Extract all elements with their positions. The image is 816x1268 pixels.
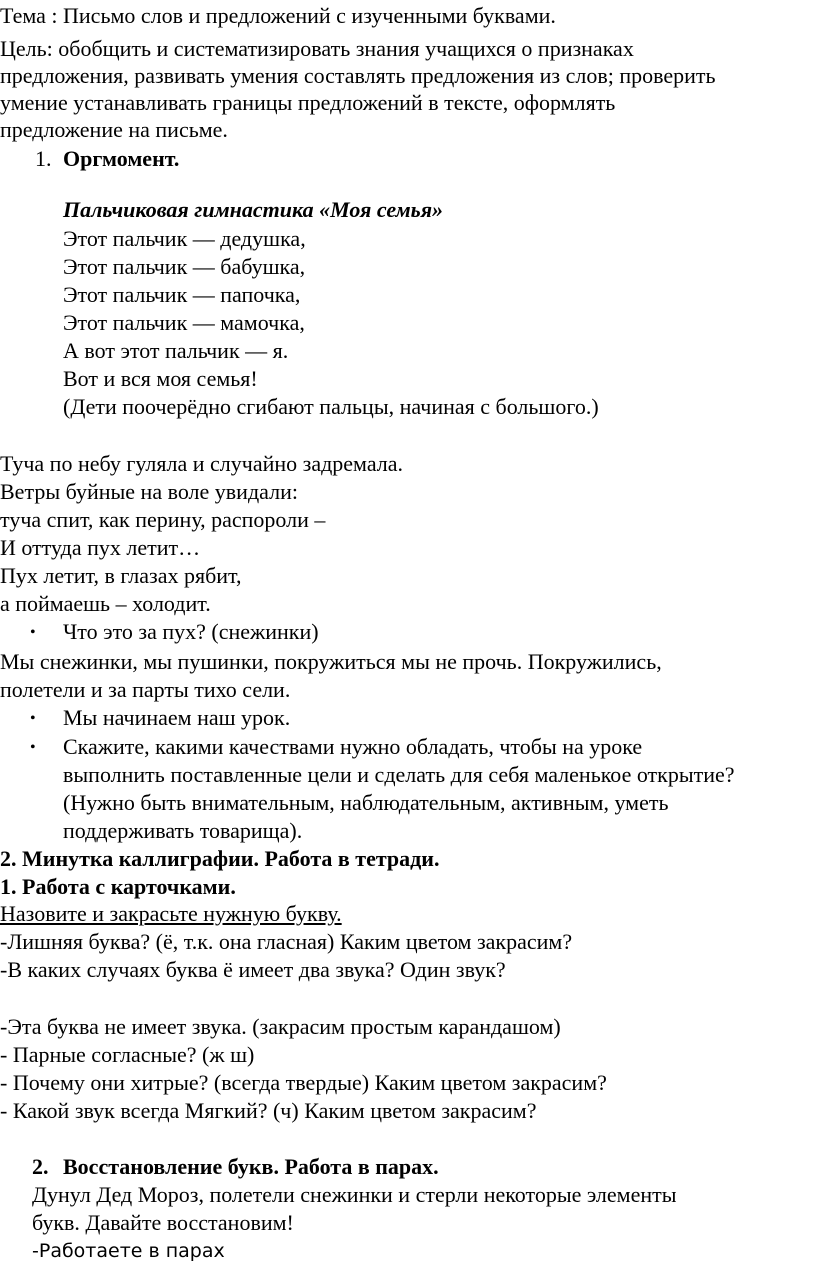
section3-text: Дунул Дед Мороз, полетели снежинки и стерли некоторые элементы (32, 1182, 677, 1207)
bullet-icon: • (30, 624, 36, 641)
question-line: -Лишняя буква? (ё, т.к. она гласная) Каким цветом закрасим? (0, 929, 573, 954)
riddle-line: туча спит, как перину, распороли – (0, 507, 326, 532)
bullet-text-cont: выполнить поставленные цели и сделать для себя маленькое открытие? (63, 762, 735, 787)
goal-line: предложение на письме. (0, 117, 228, 142)
section3-title: Восстановление букв. Работа в парах. (63, 1154, 439, 1179)
goal-line: Цель: обобщить и систематизировать знания учащихся о признаках (0, 36, 634, 61)
poem-line: Этот пальчик — папочка, (63, 282, 301, 307)
snowflakes-line: Мы снежинки, мы пушинки, покружиться мы не прочь. Покружились, (0, 649, 662, 674)
riddle-line: И оттуда пух летит… (0, 535, 201, 560)
section2-task: Назовите и закрасьте нужную букву. (0, 901, 342, 926)
question-line: -Эта буква не имеет звука. (закрасим простым карандашом) (0, 1014, 561, 1039)
bullet-text-cont: (Нужно быть внимательным, наблюдательным, активным, уметь (63, 790, 669, 815)
topic-line: Тема : Письмо слов и предложений с изученными буквами. (0, 3, 556, 28)
riddle-line: Пух летит, в глазах рябит, (0, 563, 242, 588)
section1-number: 1. (35, 146, 52, 171)
poem-line: Этот пальчик — дедушка, (63, 226, 306, 251)
question-line: - Парные согласные? (ж ш) (0, 1042, 255, 1067)
section3-text: букв. Давайте восстановим! (32, 1210, 294, 1235)
poem-line: Вот и вся моя семья! (63, 366, 258, 391)
bullet-text: Скажите, какими качествами нужно обладать, чтобы на уроке (63, 734, 643, 759)
section2-title: 2. Минутка каллиграфии. Работа в тетради. (0, 846, 440, 871)
question-line: - Почему они хитрые? (всегда твердые) Каким цветом закрасим? (0, 1070, 607, 1095)
bullet-icon: • (30, 739, 36, 756)
riddle-line: а поймаешь – холодит. (0, 591, 211, 616)
bullet-text: Мы начинаем наш урок. (63, 705, 291, 730)
section1-title: Оргмомент. (63, 146, 180, 171)
goal-line: предложения, развивать умения составлять предложения из слов; проверить (0, 63, 716, 88)
poem-line: А вот этот пальчик — я. (63, 338, 289, 363)
bullet-icon: • (30, 710, 36, 727)
question-line: -В каких случаях буква ё имеет два звука? Один звук? (0, 957, 506, 982)
poem-line: Этот пальчик — мамочка, (63, 310, 305, 335)
section3-number: 2. (32, 1154, 49, 1179)
riddle-line: Ветры буйные на воле увидали: (0, 479, 298, 504)
poem-line: Этот пальчик — бабушка, (63, 254, 306, 279)
section2-subtitle: 1. Работа с карточками. (0, 874, 236, 899)
poem-line: (Дети поочерёдно сгибают пальцы, начиная с большого.) (63, 394, 599, 419)
bullet-text: Что это за пух? (снежинки) (63, 619, 319, 644)
bullet-text-cont: поддерживать товарища). (63, 818, 303, 843)
question-line: - Какой звук всегда Мягкий? (ч) Каким цветом закрасим? (0, 1098, 537, 1123)
gymnastics-title: Пальчиковая гимнастика «Моя семья» (63, 197, 444, 222)
snowflakes-line: полетели и за парты тихо сели. (0, 677, 291, 702)
riddle-line: Туча по небу гуляла и случайно задремала. (0, 451, 404, 476)
section3-pairs: -Работаете в парах (32, 1240, 225, 1262)
goal-line: умение устанавливать границы предложений в тексте, оформлять (0, 90, 616, 115)
